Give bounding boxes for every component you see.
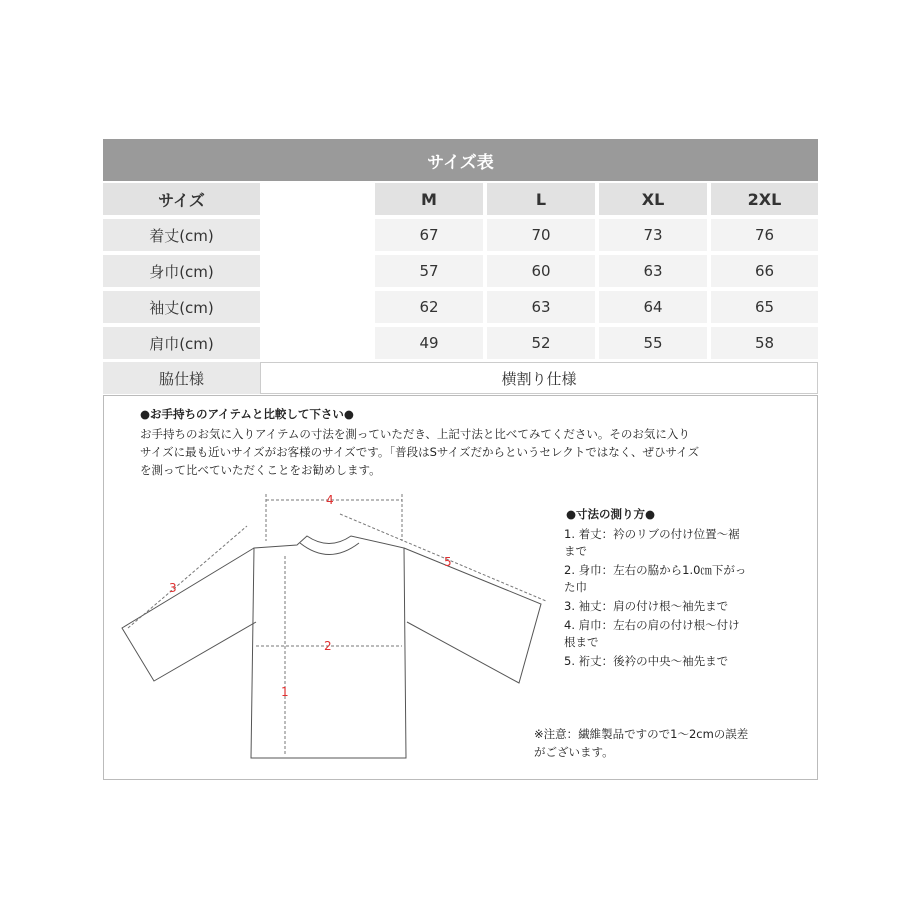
table-cell: 63 [599, 255, 707, 287]
compare-heading: ●お手持ちのアイテムと比較して下さい● [140, 407, 354, 421]
table-cell: 70 [487, 219, 595, 251]
table-cell: 52 [487, 327, 595, 359]
header-l: L [487, 183, 595, 215]
table-cell: 58 [711, 327, 818, 359]
table-cell: 67 [375, 219, 483, 251]
table-cell: 76 [711, 219, 818, 251]
compare-line: サイズに最も近いサイズがお客様のサイズです。「普段はSサイズだからというセレクトではなく、ぜひサイズ [140, 445, 700, 459]
measure-line-5 [340, 514, 546, 601]
measure-line-3 [128, 526, 247, 628]
table-cell: 65 [711, 291, 818, 323]
chart-title: サイズ表 [103, 139, 818, 181]
label-1: 1 [281, 685, 289, 699]
row-label-width: 身巾(cm) [103, 255, 260, 287]
disclaimer-line: がございます。 [534, 745, 614, 759]
measure-item: 3. 袖丈：肩の付け根〜袖先まで [564, 599, 729, 613]
notes-panel [103, 395, 818, 780]
side-spec-label: 脇仕様 [103, 362, 260, 394]
row-label-length: 着丈(cm) [103, 219, 260, 251]
header-2xl: 2XL [711, 183, 818, 215]
measure-item: 根まで [564, 635, 599, 649]
table-cell: 62 [375, 291, 483, 323]
table-cell: 73 [599, 219, 707, 251]
garment-right-sleeve [404, 548, 541, 683]
garment-neckline [300, 543, 359, 555]
disclaimer-line: ※注意：繊維製品ですので1〜2cmの誤差 [534, 727, 749, 741]
table-cell: 49 [375, 327, 483, 359]
table-cell: 66 [711, 255, 818, 287]
header-xl: XL [599, 183, 707, 215]
measure-item: 2. 身巾：左右の脇から1.0㎝下がっ [564, 563, 747, 577]
row-label-shoulder: 肩巾(cm) [103, 327, 260, 359]
label-2: 2 [324, 639, 332, 653]
label-5: 5 [444, 555, 452, 569]
label-4: 4 [326, 493, 334, 507]
measure-item: まで [564, 544, 587, 558]
side-spec-value: 横割り仕様 [260, 362, 818, 394]
measure-item: 1. 着丈：衿のリブの付け位置〜裾 [564, 527, 740, 541]
measure-heading: ●寸法の測り方● [566, 507, 656, 521]
table-cell: 57 [375, 255, 483, 287]
table-cell: 60 [487, 255, 595, 287]
table-cell: 64 [599, 291, 707, 323]
garment-diagram [104, 396, 564, 781]
table-cell: 63 [487, 291, 595, 323]
compare-line: を測って比べていただくことをお勧めします。 [140, 463, 381, 477]
garment-left-sleeve [122, 548, 256, 681]
measure-item: 4. 肩巾：左右の肩の付け根〜付け [564, 618, 740, 632]
compare-line: お手持ちのお気に入りアイテムの寸法を測っていただき、上記寸法と比べてみてください。そのお気に入り [140, 427, 690, 441]
header-m: M [375, 183, 483, 215]
row-label-sleeve: 袖丈(cm) [103, 291, 260, 323]
label-3: 3 [169, 581, 177, 595]
measure-item: 5. 裄丈：後衿の中央〜袖先まで [564, 654, 729, 668]
measure-item: た巾 [564, 580, 587, 594]
table-cell: 55 [599, 327, 707, 359]
size-chart [103, 139, 818, 780]
header-size: サイズ [103, 183, 260, 215]
